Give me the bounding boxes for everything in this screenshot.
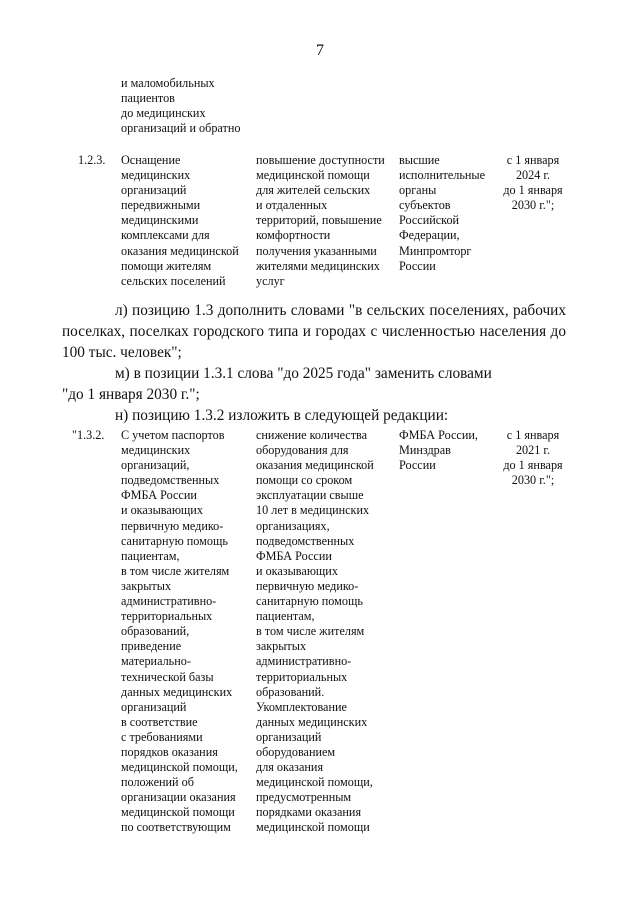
responsible-cell: ФМБА России, Минздрав России — [399, 428, 478, 473]
deadline-cell: с 1 января 2024 г. до 1 января 2030 г."; — [503, 153, 563, 213]
responsible-cell: высшие исполнительные органы субъектов Российской Федерации, Минпромторг России — [399, 153, 486, 273]
expected-result-cell: повышение доступности медицинской помощи для жителей сельских и отдаленных территорий, повышение комфортности получения указанными жителями медицинских услуг — [256, 153, 385, 288]
paragraph-m-line2: "до 1 января 2030 г."; — [62, 386, 200, 403]
expected-result-cell: снижение количества оборудования для оказания медицинской помощи со сроком эксплуатации свыше 10 лет в медицинских организациях, подведомственных ФМБА России и оказывающих первичную медико- санитарную помощь пациентам, в том числе жителям закрытых административно- территориальных образований. Укомплектование данных медицинских организаций оборудованием для оказания медицинской помощи, предусмотренным порядками оказания медицинской помощи — [256, 428, 374, 835]
row-number: 1.2.3. — [78, 153, 106, 167]
deadline-cell: с 1 января 2021 г. до 1 января 2030 г."; — [503, 428, 563, 488]
paragraph-m-line1: м) в позиции 1.3.1 слова "до 2025 года" заменить словами — [115, 365, 492, 382]
paragraph-l: л) позицию 1.3 дополнить словами "в сельских поселениях, рабочих поселках, поселках городского типа и городах с численностью населения до 100 тыс. человек"; — [62, 302, 566, 361]
page-number: 7 — [316, 42, 324, 59]
table-cell-continued: и маломобильных пациентов до медицинских организаций и обратно — [121, 76, 241, 136]
event-name-cell: Оснащение медицинских организаций передвижными медицинскими комплексами для оказания медицинской помощи жителям сельских поселений — [121, 153, 239, 288]
paragraph-n: н) позицию 1.3.2 изложить в следующей редакции: — [115, 407, 449, 424]
row-number: "1.3.2. — [72, 428, 105, 442]
event-name-cell: С учетом паспортов медицинских организаций, подведомственных ФМБА России и оказывающих первичную медико- санитарную помощь пациентам, в том числе жителям закрытых административно- территориальных образований, приведение материально- технической базы данных медицинских организаций в соответствие с требованиями порядков оказания медицинской помощи, положений об организации оказания медицинской помощи по соответствующим — [121, 428, 238, 835]
